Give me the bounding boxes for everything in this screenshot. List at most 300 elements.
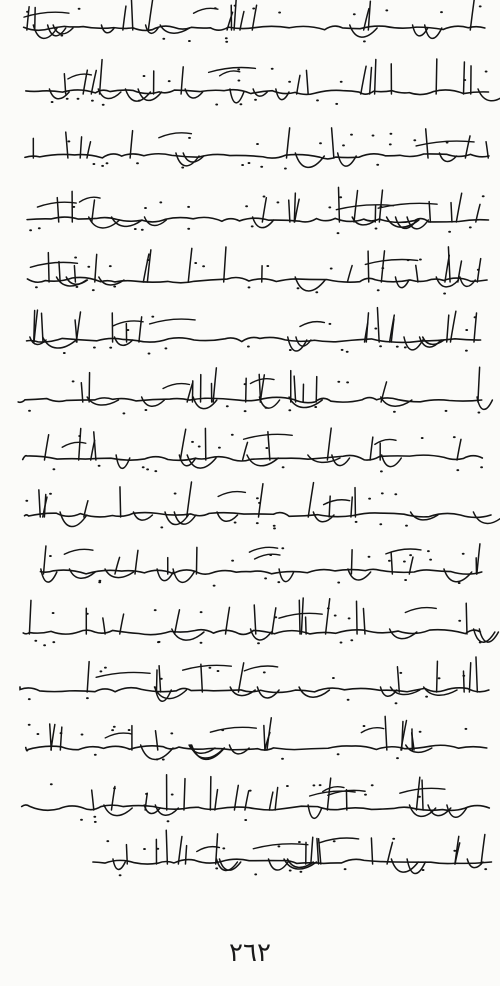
ink-stroke [253,844,308,849]
diacritic-dot [167,820,170,822]
diacritic-dot [251,225,254,227]
diacritic-dot [327,607,330,609]
diacritic-dot [26,11,29,13]
diacritic-dot [297,287,300,289]
diacritic-dot [254,873,257,875]
ink-stroke [429,202,430,222]
diacritic-dot [215,867,218,869]
diacritic-dot [245,205,248,207]
diacritic-dot [162,759,165,761]
diacritic-dot [379,345,382,347]
diacritic-dot [160,678,163,680]
diacritic-dot [257,642,260,644]
diacritic-dot [134,228,137,230]
diacritic-dot [162,38,165,40]
diacritic-dot [277,201,280,203]
diacritic-dot [313,784,316,786]
diacritic-dot [170,732,173,734]
diacritic-dot [234,5,237,7]
diacritic-dot [392,838,395,840]
diacritic-dot [52,641,55,643]
ink-stroke [92,790,94,810]
diacritic-dot [60,732,63,734]
ink-stroke [96,672,150,677]
diacritic-dot [346,381,349,383]
ink-stroke [264,726,265,750]
manuscript-line [93,830,492,876]
diacritic-dot [425,696,428,698]
diacritic-dot [375,228,378,230]
ink-stroke [306,617,307,634]
ink-stroke [269,792,272,810]
diacritic-dot [419,259,422,261]
diacritic-dot [49,555,52,557]
ink-stroke [25,513,491,518]
diacritic-dot [300,871,303,873]
ink-stroke [247,455,278,466]
diacritic-dot [347,699,350,701]
diacritic-dot [458,620,461,622]
diacritic-dot [215,104,218,106]
ink-stroke [375,439,396,444]
ink-stroke [457,439,461,460]
diacritic-dot [34,640,37,642]
diacritic-dot [113,787,116,789]
diacritic-dot [353,13,356,15]
diacritic-dot [80,819,83,821]
diacritic-dot [478,412,481,414]
diacritic-dot [328,206,331,208]
diacritic-dot [187,228,190,230]
ink-stroke [48,253,49,282]
ink-stroke [210,727,256,732]
ink-stroke [327,428,331,460]
diacritic-dot [484,868,487,870]
ink-stroke [478,89,500,101]
diacritic-dot [258,502,261,504]
ink-stroke [201,664,202,692]
ink-stroke [287,128,290,158]
diacritic-dot [342,144,345,146]
ink-stroke [68,74,92,79]
ink-stroke [361,66,366,94]
diacritic-dot [269,554,272,556]
diacritic-dot [427,550,430,552]
diacritic-dot [92,289,95,291]
manuscript-line [27,308,481,355]
diacritic-dot [234,522,237,524]
ink-stroke [30,262,77,267]
diacritic-dot [381,267,384,269]
diacritic-dot [393,411,396,413]
ink-stroke [338,153,357,166]
diacritic-dot [244,819,247,821]
ink-stroke [391,552,392,574]
ink-stroke [306,70,308,94]
diacritic-dot [314,406,317,408]
diacritic-dot [368,556,371,558]
diacritic-dot [174,493,177,495]
ink-stroke [464,62,465,94]
ink-stroke [279,613,322,618]
ink-stroke [338,187,339,222]
diacritic-dot [456,469,459,471]
ink-stroke [316,377,317,402]
diacritic-dot [248,286,251,288]
diacritic-dot [477,269,480,271]
ink-stroke [220,71,240,76]
ink-stroke [368,251,369,282]
ink-stroke [451,203,452,222]
diacritic-dot [372,135,375,137]
ink-stroke [356,601,357,634]
ink-stroke [351,497,352,517]
diacritic-dot [76,286,79,288]
diacritic-dot [363,40,366,42]
ink-stroke [478,367,480,402]
diacritic-dot [465,350,468,352]
ink-stroke [477,397,492,409]
diacritic-dot [28,724,31,726]
ink-stroke [289,200,290,222]
diacritic-dot [50,783,53,785]
diacritic-dot [226,405,229,407]
diacritic-dot [146,468,149,470]
ink-stroke [59,262,60,282]
diacritic-dot [252,8,255,10]
diacritic-dot [405,525,408,527]
diacritic-dot [200,642,203,644]
diacritic-dot [94,754,97,756]
ink-stroke [180,429,185,460]
diacritic-dot [209,667,212,669]
ink-stroke [416,265,418,282]
diacritic-dot [100,670,103,672]
manuscript-line [27,247,487,295]
ink-stroke [44,435,48,460]
ink-stroke [272,608,276,634]
manuscript-line [23,428,483,472]
ink-stroke [26,745,487,750]
diacritic-dot [319,784,322,786]
diacritic-dot [440,11,443,13]
ink-stroke [81,383,82,402]
diacritic-dot [419,731,422,733]
diacritic-dot [463,79,466,81]
ink-stroke [64,549,93,554]
manuscript-line [27,187,488,234]
ink-stroke [44,546,46,574]
diacritic-dot [254,99,257,101]
ink-stroke [175,610,180,634]
diacritic-dot [409,554,412,556]
diacritic-dot [445,410,448,412]
diacritic-dot [377,289,380,291]
ink-stroke [332,128,334,158]
diacritic-dot [241,164,244,166]
ink-stroke [450,311,455,342]
diacritic-dot [330,268,333,270]
ink-stroke [184,779,185,810]
ink-stroke [166,830,167,864]
diacritic-dot [256,522,259,524]
diacritic-dot [256,143,259,145]
ink-stroke [215,790,218,810]
diacritic-dot [113,286,116,288]
diacritic-dot [453,436,456,438]
diacritic-dot [288,409,291,411]
ink-stroke [218,492,245,497]
diacritic-dot [273,527,276,529]
ink-stroke [407,859,425,874]
diacritic-dot [188,40,191,42]
diacritic-dot [109,347,112,349]
diacritic-dot [49,493,52,495]
diacritic-dot [350,639,353,641]
diacritic-dot [329,323,332,325]
ink-stroke [249,547,277,552]
diacritic-dot [143,75,146,77]
ink-stroke [120,487,121,517]
diacritic-dot [286,785,289,787]
diacritic-dot [98,465,101,467]
diacritic-dot [244,410,247,412]
diacritic-dot [465,728,468,730]
ink-stroke [240,11,244,30]
diacritic-dot [231,560,234,562]
diacritic-dot [465,329,468,331]
diacritic-dot [213,585,216,587]
diacritic-dot [72,206,75,208]
ink-stroke [27,7,29,30]
ink-stroke [402,721,403,750]
ink-stroke [25,154,489,159]
diacritic-dot [379,523,382,525]
ink-stroke [105,733,131,738]
diacritic-dot [443,293,446,295]
diacritic-dot [93,163,96,165]
diacritic-dot [144,207,147,209]
diacritic-dot [194,262,197,264]
diacritic-dot [446,142,449,144]
ink-stroke [311,837,313,864]
ink-stroke [391,859,418,872]
diacritic-dot [421,437,424,439]
diacritic-dot [404,579,407,581]
manuscript-line [24,0,485,43]
diacritic-dot [485,71,488,73]
ink-stroke [436,59,437,94]
diacritic-dot [479,5,482,7]
ink-stroke [267,718,271,750]
ink-stroke [27,337,481,342]
diacritic-dot [198,446,201,448]
ink-stroke [213,368,216,402]
diacritic-dot [238,80,241,82]
diacritic-dot [480,466,483,468]
ink-stroke [39,490,40,517]
ink-stroke [268,432,270,460]
ink-stroke [422,780,423,810]
diacritic-dot [364,794,367,796]
ink-stroke [238,663,243,692]
ink-stroke [93,859,492,864]
ink-stroke [131,0,132,30]
diacritic-dot [231,434,234,436]
ink-stroke [183,665,232,670]
diacritic-dot [78,435,81,437]
diacritic-dot [407,259,410,261]
diacritic-dot [453,850,456,852]
diacritic-dot [240,103,243,105]
diacritic-dot [106,840,109,842]
ink-stroke [275,788,278,810]
manuscript-line [40,544,481,587]
ink-stroke [347,266,352,282]
ink-stroke [447,315,449,342]
ink-stroke [368,1,370,30]
diacritic-dot [143,848,146,850]
diacritic-dot [282,466,285,468]
ink-stroke [466,603,467,634]
diacritic-dot [188,137,191,139]
diacritic-dot [395,702,398,704]
diacritic-dot [52,612,55,614]
ink-stroke [163,384,189,389]
diacritic-dot [28,698,31,700]
diacritic-dot [298,841,301,843]
diacritic-dot [244,383,247,385]
ink-stroke [385,716,387,750]
ink-stroke [297,75,300,94]
ink-stroke [37,202,76,207]
ink-stroke [159,133,192,138]
diacritic-dot [337,381,340,383]
diacritic-dot [214,7,217,9]
ink-stroke [370,437,373,460]
ink-stroke [250,379,274,384]
diacritic-dot [200,611,203,613]
diacritic-dot [284,168,287,170]
diacritic-dot [171,794,174,796]
ink-stroke [172,629,204,640]
diacritic-dot [337,753,340,755]
ink-stroke [103,618,105,634]
diacritic-dot [438,677,441,679]
ink-stroke [24,26,485,30]
ink-stroke [276,89,289,100]
diacritic-dot [53,468,56,470]
ink-stroke [95,254,97,282]
ink-stroke [113,321,143,326]
ink-stroke [456,193,461,222]
diacritic-dot [154,609,157,611]
manuscript-line [20,657,489,704]
ink-stroke [188,248,192,282]
diacritic-dot [154,470,157,472]
ink-stroke [74,266,75,282]
diacritic-dot [35,286,38,288]
diacritic-dot [168,80,171,82]
diacritic-dot [399,672,402,674]
diacritic-dot [315,291,318,293]
diacritic-dot [148,353,151,355]
ink-stroke [150,319,196,324]
diacritic-dot [281,547,284,549]
ink-stroke [437,661,438,692]
ink-stroke [79,429,81,460]
diacritic-dot [263,671,266,673]
diacritic-dot [422,869,425,871]
ink-stroke [22,805,490,810]
diacritic-dot [123,412,126,414]
manuscript-line [26,716,487,760]
diacritic-dot [43,644,46,646]
ink-stroke [254,605,256,634]
diacritic-dot [469,226,472,228]
diacritic-dot [202,265,205,267]
diacritic-dot [462,675,465,677]
diacritic-dot [482,195,485,197]
diacritic-dot [277,581,280,583]
ink-stroke [301,598,303,634]
ink-stroke [126,845,127,864]
ink-stroke [448,247,450,282]
diacritic-dot [385,9,388,11]
diacritic-dot [335,103,338,105]
ink-stroke [156,670,157,692]
diacritic-dot [339,196,342,198]
diacritic-dot [289,349,292,351]
diacritic-dot [448,231,451,233]
diacritic-dot [119,874,122,876]
diacritic-dot [249,790,252,792]
diacritic-dot [68,140,71,142]
diacritic-dot [394,493,397,495]
ink-stroke [365,259,417,264]
diacritic-dot [340,81,343,83]
diacritic-dot [225,37,228,39]
diacritic-dot [141,229,144,231]
diacritic-dot [341,349,344,351]
diacritic-dot [265,447,268,449]
diacritic-dot [388,560,391,562]
diacritic-dot [158,641,161,643]
diacritic-dot [274,616,277,618]
diacritic-dot [479,641,482,643]
ink-stroke [405,608,436,613]
ink-stroke [477,544,480,574]
diacritic-dot [136,162,139,164]
diacritic-dot [187,206,190,208]
page-number: ٢٦٢ [229,938,271,968]
ink-stroke [243,442,248,460]
ink-stroke [91,70,96,94]
diacritic-dot [111,729,114,731]
diacritic-dot [390,133,393,135]
diacritic-dot [429,559,432,561]
ink-stroke [351,550,352,574]
diacritic-dot [337,582,340,584]
diacritic-dot [381,492,384,494]
diacritic-dot [159,201,162,203]
diacritic-dot [147,259,150,261]
diacritic-dot [266,265,269,267]
diacritic-dot [109,265,112,267]
ink-stroke [100,60,103,94]
manuscript-line [26,59,500,106]
ink-stroke [194,8,218,13]
